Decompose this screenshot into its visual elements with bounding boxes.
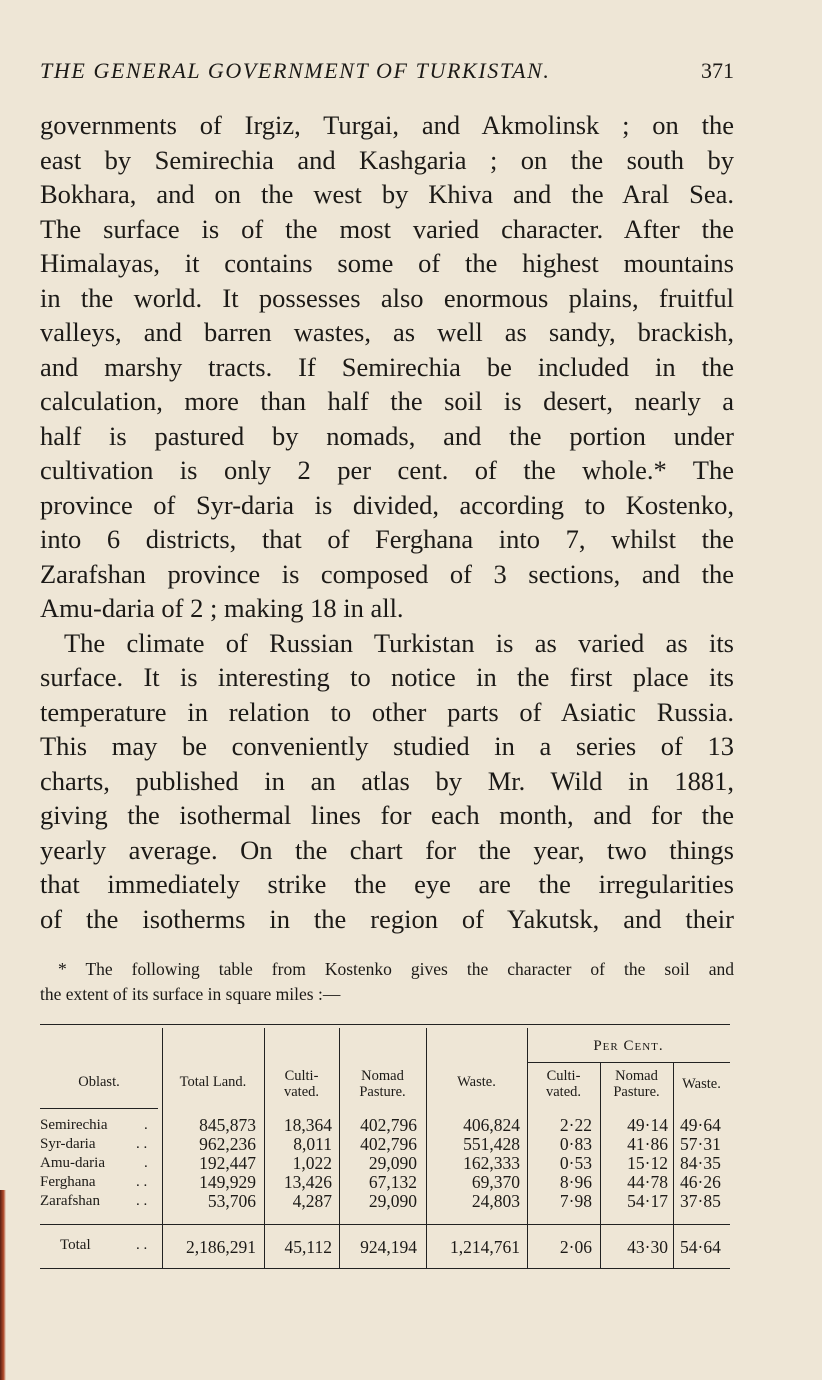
body-line: Himalayas, it contains some of the highest mountains (40, 248, 734, 278)
cell-cultivated: 18,364 (283, 1115, 332, 1135)
header-waste: Waste. (457, 1074, 496, 1090)
body-line: that immediately strike the eye are the irregularities (40, 869, 734, 899)
cell-pc-nomad-pasture: 41·86 (627, 1134, 668, 1154)
body-line: Bokhara, and on the west by Khiva and the Aral Sea. (40, 179, 734, 209)
cell-pc-nomad-pasture: 54·17 (627, 1191, 668, 1211)
body-line: yearly average. On the chart for the year, two things (40, 834, 734, 865)
table-row-oblast (40, 1154, 160, 1173)
oblast-name: Zarafshan (40, 1193, 100, 1209)
cell-pc-waste: 57·31 (680, 1134, 721, 1154)
cell-cultivated: 4,287 (292, 1191, 332, 1211)
leader-dots: . . (136, 1136, 148, 1152)
body-line: The climate of Russian Turkistan is as varied as its (64, 627, 734, 658)
header-oblast: Oblast. (78, 1074, 120, 1090)
table-top-rule (40, 1024, 730, 1025)
cell-pc-waste: 84·35 (680, 1153, 721, 1173)
cell-waste: 24,803 (471, 1191, 520, 1211)
header-cultivated: Culti- vated. (283, 1068, 320, 1100)
cell-pc-waste: 37·85 (680, 1191, 721, 1211)
body-text (40, 108, 734, 936)
footnote-line: the extent of its surface in square miles :— (40, 984, 341, 1004)
body-line: into 6 districts, that of Ferghana into 7, whilst the (40, 524, 734, 554)
cell-total-land: 962,236 (199, 1134, 256, 1154)
cell-pc-waste: 46·26 (680, 1172, 721, 1192)
cell-cultivated: 13,426 (283, 1172, 332, 1192)
table-row-oblast (40, 1173, 160, 1192)
cell-pc-cultivated: 2·06 (559, 1237, 592, 1257)
leader-dots: . (144, 1155, 148, 1171)
footnote-line: * The following table from Kostenko gives the character of the soil and (58, 959, 734, 979)
cell-waste: 406,824 (463, 1115, 520, 1135)
cell-total-land: 2,186,291 (186, 1237, 256, 1257)
per-cent-rule (527, 1062, 730, 1063)
body-line: Amu-daria of 2 ; making 18 in all. (40, 593, 404, 623)
cell-waste: 551,428 (463, 1134, 520, 1154)
cell-pc-waste: 49·64 (680, 1115, 721, 1135)
oblast-rule (40, 1108, 158, 1109)
cell-pc-cultivated: 0·53 (559, 1153, 592, 1173)
table-row-oblast (40, 1135, 160, 1154)
cell-pc-cultivated: 8·96 (559, 1172, 592, 1192)
oblast-name: Semirechia (40, 1117, 108, 1133)
cell-pc-cultivated: 0·83 (559, 1134, 592, 1154)
header-per-cent: Per Cent. (593, 1038, 664, 1054)
header-pc-waste: Waste. (682, 1076, 721, 1092)
cell-pc-cultivated: 2·22 (559, 1115, 592, 1135)
body-line: giving the isothermal lines for each month, and for the (40, 800, 734, 830)
cell-total-land: 149,929 (199, 1172, 256, 1192)
body-line: valleys, and barren wastes, as well as sandy, brackish, (40, 317, 734, 347)
body-line: province of Syr-daria is divided, according to Kostenko, (40, 489, 734, 520)
body-line: governments of Irgiz, Turgai, and Akmolinsk ; on the (40, 110, 734, 140)
cell-waste: 1,214,761 (450, 1237, 520, 1257)
body-line: and marshy tracts. If Semirechia be included in the (40, 351, 734, 382)
cell-pc-cultivated: 7·98 (559, 1191, 592, 1211)
cell-pc-nomad-pasture: 49·14 (627, 1115, 668, 1135)
body-line: The surface is of the most varied character. After the (40, 213, 734, 244)
header-pc-nomad-pasture: Nomad Pasture. (613, 1068, 660, 1100)
body-line: This may be conveniently studied in a series of 13 (40, 731, 734, 761)
oblast-name: Amu-daria (40, 1155, 105, 1171)
page-edge-decoration (0, 1190, 6, 1380)
cell-cultivated: 45,112 (284, 1237, 332, 1257)
leader-dots: . . (136, 1174, 148, 1190)
cell-nomad-pasture: 29,090 (368, 1153, 417, 1173)
oblast-name: Ferghana (40, 1174, 96, 1190)
header-nomad-pasture: Nomad Pasture. (359, 1068, 406, 1100)
cell-total-land: 53,706 (207, 1191, 256, 1211)
running-header (40, 58, 734, 84)
leader-dots: . . (136, 1237, 148, 1253)
soil-table (40, 1024, 730, 1274)
cell-total-land: 845,873 (199, 1115, 256, 1135)
cell-nomad-pasture: 402,796 (360, 1134, 417, 1154)
cell-waste: 69,370 (471, 1172, 520, 1192)
body-line: temperature in relation to other parts of Asiatic Russia. (40, 696, 734, 727)
cell-nomad-pasture: 29,090 (368, 1191, 417, 1211)
body-line: calculation, more than half the soil is desert, nearly a (40, 386, 734, 416)
col-rule (673, 1062, 674, 1268)
cell-cultivated: 8,011 (293, 1134, 332, 1154)
oblast-name: Syr-daria (40, 1136, 96, 1152)
running-title: THE GENERAL GOVERNMENT OF TURKISTAN. (40, 58, 551, 83)
table-bottom-rule (40, 1268, 730, 1269)
header-pc-cultivated: Culti- vated. (545, 1068, 582, 1100)
cell-nomad-pasture: 402,796 (360, 1115, 417, 1135)
cell-pc-nomad-pasture: 15·12 (627, 1153, 668, 1173)
footnote (40, 957, 734, 1007)
header-total-land: Total Land. (179, 1074, 247, 1090)
cell-pc-nomad-pasture: 44·78 (627, 1172, 668, 1192)
cell-waste: 162,333 (463, 1153, 520, 1173)
leader-dots: . (144, 1117, 148, 1133)
table-row-oblast (40, 1116, 160, 1135)
total-label: Total (60, 1237, 91, 1253)
body-line: east by Semirechia and Kashgaria ; on the south by (40, 144, 734, 175)
cell-pc-nomad-pasture: 43·30 (627, 1237, 668, 1257)
cell-cultivated: 1,022 (292, 1153, 332, 1173)
cell-nomad-pasture: 924,194 (360, 1237, 417, 1257)
total-rule (40, 1224, 730, 1225)
table-row-oblast (40, 1192, 160, 1211)
body-line: in the world. It possesses also enormous plains, fruitful (40, 282, 734, 313)
page-number: 371 (701, 58, 734, 83)
body-line: surface. It is interesting to notice in the first place its (40, 662, 734, 692)
body-line: charts, published in an atlas by Mr. Wild in 1881, (40, 765, 734, 796)
cell-pc-waste: 54·64 (680, 1237, 721, 1257)
leader-dots: . . (136, 1193, 148, 1209)
body-line: Zarafshan province is composed of 3 sections, and the (40, 558, 734, 589)
cell-nomad-pasture: 67,132 (368, 1172, 417, 1192)
body-line: cultivation is only 2 per cent. of the whole.* The (40, 455, 734, 485)
table-row-total (40, 1236, 160, 1255)
cell-total-land: 192,447 (199, 1153, 256, 1173)
body-line: half is pastured by nomads, and the portion under (40, 420, 734, 451)
body-line: of the isotherms in the region of Yakutsk, and their (40, 903, 734, 934)
